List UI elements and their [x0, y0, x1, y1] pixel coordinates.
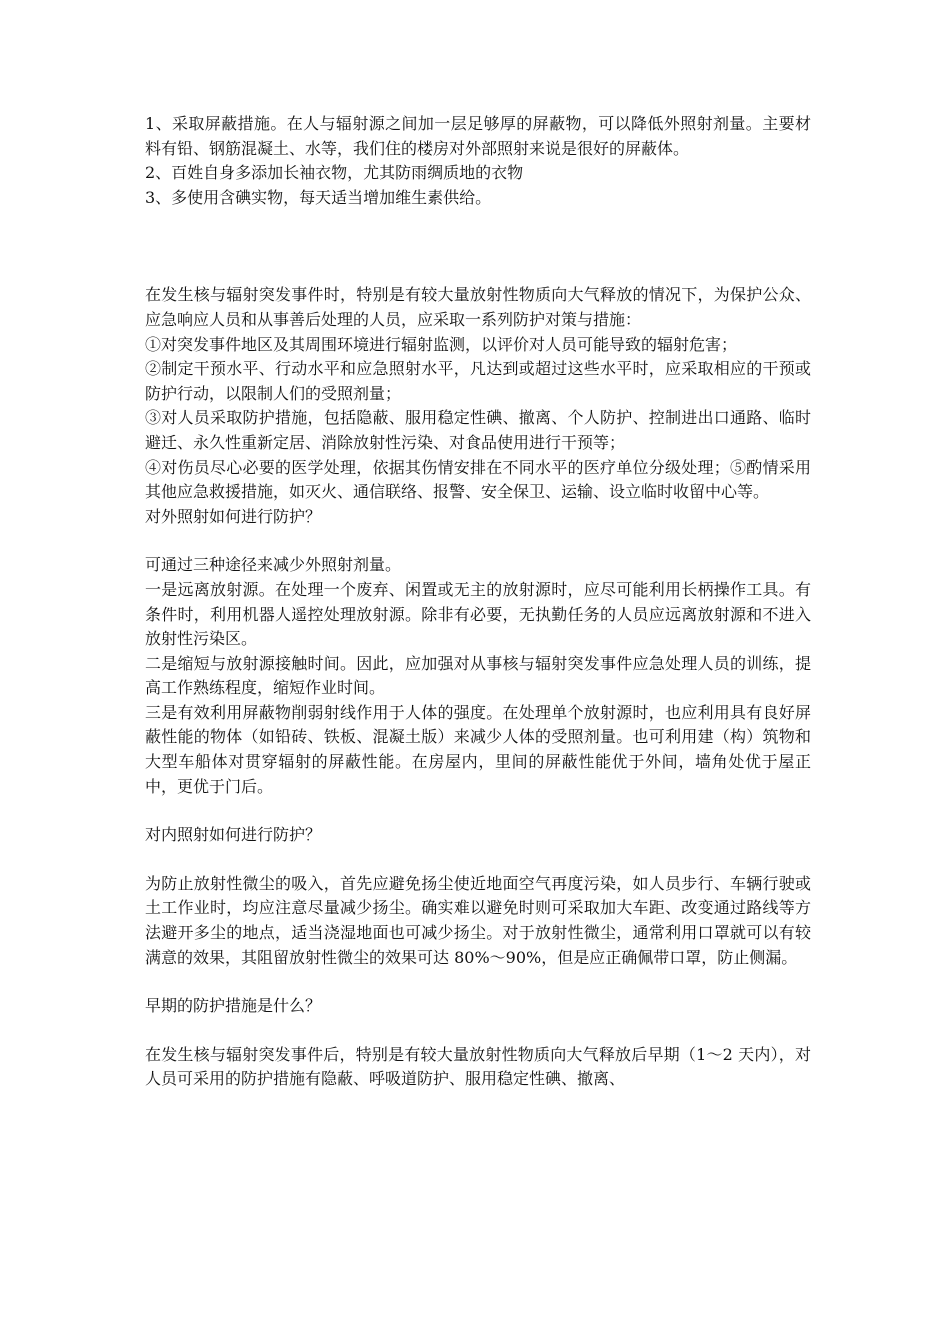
external-section	[145, 505, 811, 800]
spacer	[145, 799, 811, 823]
section-spacer	[145, 210, 811, 283]
external-question: 对外照射如何进行防护？	[145, 506, 322, 526]
emergency-section	[145, 283, 811, 504]
internal-section	[145, 823, 811, 970]
emergency-item: ②制定干预水平、行动水平和应急照射水平，凡达到或超过这些水平时，应采取相应的干预或防护行动，以限制人们的受照剂量；	[145, 359, 811, 403]
early-question: 早期的防护措施是什么？	[145, 996, 322, 1016]
external-point: 一是远离放射源。在处理一个废弃、闲置或无主的放射源时，应尽可能利用长柄操作工具。有条件时，利用机器人遥控处理放射源。除非有必要，无执勤任务的人员应远离放射源和不进入放射性污染区。	[145, 579, 811, 649]
measure-item: 1、采取屏蔽措施。在人与辐射源之间加一层足够厚的屏蔽物，可以降低外照射剂量。主要材料有铅、钢筋混凝土、水等，我们住的楼房对外部照射来说是很好的屏蔽体。	[145, 114, 811, 158]
early-section	[145, 994, 811, 1092]
external-point: 二是缩短与放射源接触时间。因此，应加强对从事核与辐射突发事件应急处理人员的训练，提高工作熟练程度，缩短作业时间。	[145, 653, 811, 698]
early-answer: 在发生核与辐射突发事件后，特别是有较大量放射性物质向大气释放后早期（1～2 天内），对人员可采用的防护措施有隐蔽、呼吸道防护、服用稳定性碘、撤离、	[145, 1044, 811, 1089]
measure-item: 2、百姓自身多添加长袖衣物，尤其防雨绸质地的衣物	[145, 163, 524, 183]
internal-answer: 为防止放射性微尘的吸入，首先应避免扬尘使近地面空气再度污染，如人员步行、车辆行驶或土工作业时，均应注意尽量减少扬尘。确实难以避免时则可采取加大车距、改变通过路线等方法避开多尘的地点，适当浇湿地面也可减少扬尘。对于放射性微尘，通常利用口罩就可以有较满意的效果，其阻留放射性微尘的效果可达 80%～90%，但是应正确佩带口罩，防止侧漏。	[145, 873, 811, 967]
emergency-intro: 在发生核与辐射突发事件时，特别是有较大量放射性物质向大气释放的情况下，为保护公众、应急响应人员和从事善后处理的人员，应采取一系列防护对策与措施：	[145, 285, 811, 329]
measures-list	[145, 112, 811, 210]
external-intro: 可通过三种途径来减少外照射剂量。	[145, 555, 402, 575]
measure-item: 3、多使用含碘实物，每天适当增加维生素供给。	[145, 187, 492, 207]
internal-question: 对内照射如何进行防护？	[145, 825, 322, 845]
external-point: 三是有效利用屏蔽物削弱射线作用于人体的强度。在处理单个放射源时，也应利用具有良好屏蔽性能的物体（如铅砖、铁板、混凝土版）来减少人体的受照剂量。也可利用建（构）筑物和大型车船体对贯穿辐射的屏蔽性能。在房屋内，里间的屏蔽性能优于外间，墙角处优于屋正中，更优于门后。	[145, 702, 811, 796]
emergency-item: ③对人员采取防护措施，包括隐蔽、服用稳定性碘、撤离、个人防护、控制进出口通路、临时避迁、永久性重新定居、消除放射性污染、对食品使用进行干预等；	[145, 408, 811, 452]
emergency-item: ④对伤员尽心必要的医学处理，依据其伤情安排在不同水平的医疗单位分级处理；⑤酌情采用其他应急救援措施，如灭火、通信联络、报警、安全保卫、运输、设立临时收留中心等。	[145, 457, 811, 502]
spacer	[145, 970, 811, 994]
spacer	[145, 848, 811, 872]
spacer	[145, 529, 811, 553]
emergency-item: ①对突发事件地区及其周围环境进行辐射监测，以评价对人员可能导致的辐射危害；	[145, 334, 738, 354]
spacer	[145, 1019, 811, 1043]
document-page	[145, 112, 811, 1092]
